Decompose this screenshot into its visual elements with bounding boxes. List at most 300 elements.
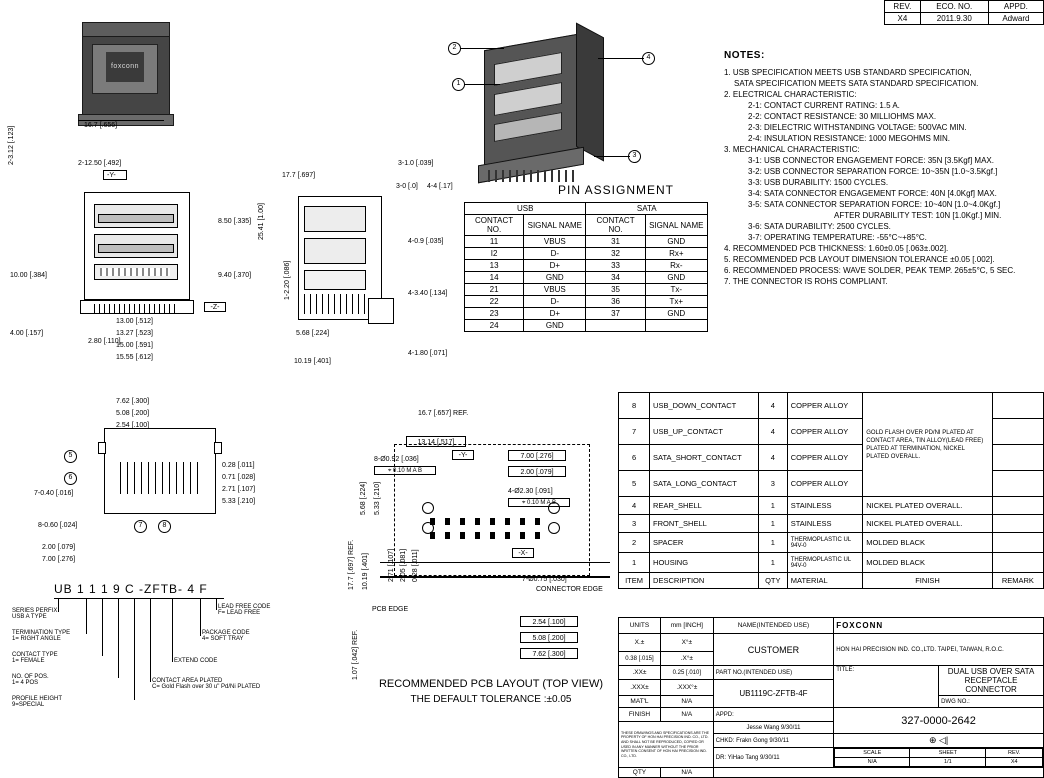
pin-cell: GND: [524, 272, 586, 284]
bom-finish: MOLDED BLACK: [863, 553, 993, 573]
pcb-label-pcb-edge: PCB EDGE: [372, 606, 409, 613]
bom-qty: 4: [758, 393, 787, 419]
bom-finish: NICKEL PLATED OVERALL.: [863, 497, 993, 515]
sheet-label: SHEET: [910, 749, 986, 758]
pin-col-contact-usb: CONTACT NO.: [465, 215, 524, 236]
dim-2-00-bot: 2.00 [.079]: [42, 544, 76, 551]
pn-right-label-1-line1: LEAD FREE CODE: [218, 604, 271, 610]
pin-cell: I2: [465, 248, 524, 260]
title-value-line1: DUAL USB OVER SATA: [947, 667, 1035, 676]
pcb-dim-17-7-ref: 17.7 [.697] REF.: [348, 539, 355, 590]
bom-item: 2: [619, 533, 650, 553]
pcb-dim-2-00: 2.00 [.079]: [508, 466, 566, 477]
dim-9-40: 9.40 [.370]: [218, 272, 252, 279]
dr-row: [713, 748, 833, 768]
pcb-dim-1-07-ref: 1.07 [.042] REF.: [352, 629, 359, 680]
view-isometric-3d: [448, 20, 668, 190]
note-item: 2-1: CONTACT CURRENT RATING: 1.5 A.: [748, 101, 900, 110]
bom-item: 8: [619, 393, 650, 419]
pcb-dim-4-hole: 4-Ø2.30 [.091]: [508, 488, 553, 495]
pcb-datum-x: -X-: [512, 548, 534, 558]
company-address: HON HAI PRECISION IND. CO.,LTD. TAIPEI, TAIWAN, R.O.C.: [834, 634, 1044, 666]
sata-port-contacts: [100, 268, 170, 276]
rev-header-eco: ECO. NO.: [920, 1, 988, 13]
view-front: [74, 186, 214, 326]
note-item: SATA SPECIFICATION MEETS SATA STANDARD SPECIFICATION.: [734, 79, 979, 88]
customer-value: CUSTOMER: [713, 634, 833, 666]
dim-5-33-bot: 5.33 [.210]: [222, 498, 256, 505]
disclaimer: THESE DRAWINGS AND SPECIFICATIONS ARE THE PROPERTY OF HON HAI PRECISION IND. CO., LTD. AND SHALL NOT BE REPRODUCED, COPIED OR USED IN ANY MANNER WITHOUT THE PRIOR WRITTEN CONSENT OF HON HAI PRECISION IND. CO., LTD.: [619, 722, 714, 768]
pn-right-label-1-line2: F= LEAD FREE: [218, 610, 261, 616]
pn-right-label-2-line1: PACKAGE CODE: [202, 630, 250, 636]
table-row: [465, 260, 708, 272]
rev-value-tb: X4: [986, 758, 1043, 767]
pcb-big-hole-1: [422, 522, 434, 534]
pn-right-label-1: [218, 604, 270, 616]
pin-cell: [645, 320, 707, 332]
dim-1-2-20: 1-2.20 [.086]: [284, 260, 291, 300]
bom-remark: [992, 419, 1043, 445]
pin-cell: Tx+: [645, 296, 707, 308]
side-port-lower: [304, 238, 366, 264]
note-item: 7. THE CONNECTOR IS ROHS COMPLIANT.: [724, 277, 888, 286]
pin-cell: Rx-: [645, 260, 707, 272]
bom-remark: [992, 533, 1043, 553]
pn-tick-8: [200, 598, 201, 636]
iso-pins: [488, 170, 578, 182]
part-number-breakdown: [12, 582, 342, 720]
view-side: [278, 186, 418, 346]
pcb-dim-7-00: 7.00 [.276]: [508, 450, 566, 461]
dim-label-16-7: 16.7 [.656]: [84, 122, 118, 129]
note-item: 3. MECHANICAL CHARACTERISTIC:: [724, 145, 860, 154]
rev-cell-rev: X4: [885, 13, 921, 25]
tol-xdeg-label: X°±: [660, 634, 713, 652]
units-value: mm [INCH]: [660, 618, 713, 634]
bom-remark: [992, 497, 1043, 515]
dim-7-00-bot: 7.00 [.276]: [42, 556, 76, 563]
note-item: 2-3: DIELECTRIC WITHSTANDING VOLTAGE: 500VAC MIN.: [748, 123, 967, 132]
bom-header-remark: REMARK: [992, 573, 1043, 589]
third-angle-projection-icon: ⊕ ◁|: [928, 735, 949, 745]
pin-cell: 31: [586, 236, 645, 248]
scale-label: SCALE: [835, 749, 910, 758]
pin-cell: 13: [465, 260, 524, 272]
finish-label: FINISH: [619, 708, 661, 722]
pcb-fcf-1: ⌖ 0.10 M A B: [374, 466, 436, 475]
pcb-dim-2-71: 2.71 [.107]: [388, 548, 395, 582]
bom-item: 6: [619, 445, 650, 471]
bom-remark: [992, 393, 1043, 419]
pin-cell: 22: [465, 296, 524, 308]
bom-material: THERMOPLASTIC UL 94V-0: [787, 533, 862, 553]
table-row: [465, 236, 708, 248]
pcb-datum-y: -Y-: [452, 450, 474, 460]
datum-y-front: [103, 170, 127, 180]
dwg-no-value: 327-0000-2642: [834, 708, 1044, 734]
table-header-row: [619, 573, 1044, 589]
iso-leader-1: [464, 84, 500, 85]
bottom-notch-right: [214, 442, 222, 454]
title-value-line2: RECEPTACLE CONNECTOR: [964, 676, 1018, 694]
bom-qty: 4: [758, 445, 787, 471]
dim-15-55: 15.55 [.612]: [116, 354, 153, 361]
part-number-code: UB 1 1 1 9 C -ZFTB- 4 F: [54, 582, 208, 596]
pn-right-label-2: [202, 630, 250, 642]
pn-tick-3: [102, 598, 103, 656]
pcb-fcf-2: ⌖ 0.10 M A B: [508, 498, 570, 507]
table-row: [465, 296, 708, 308]
pin-cell: 37: [586, 308, 645, 320]
table-row: [619, 533, 1044, 553]
pin-cell: 21: [465, 284, 524, 296]
dr-label: DR:: [715, 754, 727, 761]
pn-left-label-3-line2: 1= FEMALE: [12, 658, 45, 664]
pn-right-label-4-line1: CONTACT AREA PLATED: [152, 678, 223, 684]
pn-tick-9: [216, 598, 217, 610]
table-row: [619, 515, 1044, 533]
bom-remark: [992, 471, 1043, 497]
pin-col-contact-sata: CONTACT NO.: [586, 215, 645, 236]
finish-value: N/A: [660, 708, 713, 722]
pin-cell: Tx-: [645, 284, 707, 296]
dim-3-0: 3-0 [.0]: [396, 183, 418, 190]
pin-cell: GND: [524, 320, 586, 332]
bom-header-qty: QTY: [758, 573, 787, 589]
pin-cell: VBUS: [524, 284, 586, 296]
bom-description: USB_UP_CONTACT: [650, 419, 759, 445]
pn-left-label-5-line2: 9=SPECIAL: [12, 702, 45, 708]
bottom-pin-grid: [120, 462, 202, 494]
dim-4-0-9: 4-0.9 [.035]: [408, 238, 444, 245]
dim-15-00: 15.00 [.591]: [116, 342, 153, 349]
title-label: TITLE:: [836, 667, 855, 673]
pin-cell: 24: [465, 320, 524, 332]
bom-qty: 1: [758, 497, 787, 515]
bom-item: 7: [619, 419, 650, 445]
bom-description: HOUSING: [650, 553, 759, 573]
pn-tick-4: [118, 598, 119, 678]
pn-right-label-4-line2: C= Gold Flash over 30 u" Pd/Ni PLATED: [152, 684, 261, 690]
pin-assignment-title: PIN ASSIGNMENT: [557, 183, 675, 197]
bom-qty: 4: [758, 419, 787, 445]
pin-cell: VBUS: [524, 236, 586, 248]
tol-x-label: X.±: [619, 634, 661, 652]
pin-cell: 34: [586, 272, 645, 284]
note-item: 6. RECOMMENDED PROCESS: WAVE SOLDER, PEAK TEMP. 265±5°C, 5 SEC.: [724, 266, 1016, 275]
bom-description: USB_DOWN_CONTACT: [650, 393, 759, 419]
pin-cell: D-: [524, 296, 586, 308]
notes-heading: NOTES:: [724, 50, 765, 61]
units-label: UNITS: [619, 618, 661, 634]
bom-header-description: DESCRIPTION: [650, 573, 759, 589]
rev-table: [884, 0, 1044, 25]
dr-value: YiHao Tang 9/30/11: [727, 754, 780, 761]
table-row: [465, 308, 708, 320]
usb-port-lower-tongue: [98, 244, 174, 253]
note-item: 3-4: SATA CONNECTOR ENGAGEMENT FORCE: 40N [4.0Kgf] MAX.: [748, 189, 997, 198]
pcb-dim-8-hole: 8-Ø0.92 [.036]: [374, 456, 419, 463]
dim-2-80: 2.80 [.110]: [88, 338, 121, 345]
pcb-dim-2-54: 2.54 [.100]: [520, 616, 578, 627]
pn-right-label-3: [174, 658, 217, 664]
note-item: 3-6: SATA DURABILITY: 2500 CYCLES.: [748, 222, 891, 231]
appd-label: APPD:: [715, 711, 734, 718]
matl-label: MAT'L: [619, 696, 661, 708]
pcb-dim-2-05: 2.05 [.081]: [400, 548, 407, 582]
side-sata-slot: [304, 270, 366, 290]
name-label: NAME(INTENDED USE): [713, 618, 833, 634]
dim-25-41: 25.41 [1.00]: [258, 203, 265, 240]
datum-z-front: -Z-: [204, 302, 226, 312]
dim-8-0-60: 8-0.60 [.024]: [38, 522, 78, 529]
bom-remark: [992, 515, 1043, 533]
dim-3-1-0: 3-1.0 [.039]: [398, 160, 434, 167]
sheet-value: 1/1: [910, 758, 986, 767]
dim-label-y-front: -Y-: [107, 172, 116, 179]
pcb-dim-7-hole: 7-Ø0.75 [.030]: [522, 576, 567, 583]
chkd-value: Frakn Gong 9/30/11: [736, 737, 789, 744]
pin-cell: 36: [586, 296, 645, 308]
pcb-dim-5-68: 5.68 [.224]: [360, 481, 367, 515]
pcb-dim-5-08: 5.08 [.200]: [520, 632, 578, 643]
pin-cell: 35: [586, 284, 645, 296]
pcb-layout-title: RECOMMENDED PCB LAYOUT (TOP VIEW): [378, 678, 604, 690]
callout-4: 4: [642, 52, 655, 65]
table-row: [619, 497, 1044, 515]
bom-description: REAR_SHELL: [650, 497, 759, 515]
tol-xxx-deg: .XXX°±: [660, 680, 713, 696]
side-tail: [368, 298, 394, 324]
pn-tick-2: [86, 598, 87, 634]
pcb-dim-7-62: 7.62 [.300]: [520, 648, 578, 659]
iso-body-side: [576, 23, 604, 162]
pn-left-label-4-line1: NO. OF POS.: [12, 674, 49, 680]
pn-left-label-2-line1: TERMINATION TYPE: [12, 630, 71, 636]
bom-description: SPACER: [650, 533, 759, 553]
qty-value: N/A: [660, 768, 713, 778]
chkd-label: CHKD:: [715, 737, 735, 744]
pn-left-label-2: [12, 630, 70, 642]
rev-header-rev: REV.: [885, 1, 921, 13]
bom-material: COPPER ALLOY: [787, 419, 862, 445]
pcb-dim-13-14: 13.14 [.517]: [406, 436, 466, 447]
pn-left-label-4: [12, 674, 49, 686]
dim-10-19-side: 10.19 [.401]: [294, 358, 331, 365]
iso-leader-2: [460, 48, 504, 49]
callout-3: 3: [628, 150, 641, 163]
dim-13-00: 13.00 [.512]: [116, 318, 153, 325]
title-value-cell: [939, 666, 1044, 696]
note-item: 3-7: OPERATING TEMPERATURE: -55°C~+85°C.: [748, 233, 927, 242]
pn-left-label-3: [12, 652, 58, 664]
pn-left-label-5: [12, 696, 62, 708]
iso-leader-3: [594, 156, 630, 157]
bom-material: COPPER ALLOY: [787, 471, 862, 497]
pin-cell: D+: [524, 308, 586, 320]
bom-description: SATA_SHORT_CONTACT: [650, 445, 759, 471]
bom-item: 1: [619, 553, 650, 573]
pin-assignment-table: [464, 202, 708, 332]
table-row: [885, 13, 1044, 25]
note-item: 3-2: USB CONNECTOR SEPARATION FORCE: 10~35N [1.0~3.5Kgf.]: [748, 167, 998, 176]
pn-tick-1: [58, 598, 59, 612]
tol-x-val: 0.38 [.015]: [619, 652, 661, 666]
tol-xx-val: 0.25 [.010]: [660, 666, 713, 680]
iso-leader-4: [598, 58, 644, 59]
usb-port-upper-tongue: [98, 214, 174, 223]
pin-cell: Rx+: [645, 248, 707, 260]
bom-material: STAINLESS: [787, 497, 862, 515]
dim-2-12-50: 2-12.50 [.492]: [78, 160, 122, 167]
pin-cell: [586, 320, 645, 332]
pcb-hole-row-upper: [430, 518, 550, 525]
table-row: [465, 284, 708, 296]
pcb-dim-10-19: 10.19 [.401]: [362, 553, 369, 590]
pcb-dim-0-28: 0.28 [.011]: [412, 549, 419, 582]
table-row: [619, 393, 1044, 419]
tol-xdeg-val: .X°±: [660, 652, 713, 666]
front-skirt-pins: [94, 304, 178, 313]
note-item: 2-4: INSULATION RESISTANCE: 1000 MEGOHMS MIN.: [748, 134, 950, 143]
bom-description: SATA_LONG_CONTACT: [650, 471, 759, 497]
pn-left-label-1: [12, 608, 57, 620]
bom-table: [618, 392, 1044, 589]
dim-5-68-side: 5.68 [.224]: [296, 330, 330, 337]
bom-description: FRONT_SHELL: [650, 515, 759, 533]
pn-left-label-4-line2: 1= 4 POS: [12, 680, 39, 686]
note-item: 4. RECOMMENDED PCB THICKNESS: 1.60±0.05 [.063±.002].: [724, 244, 949, 253]
rev-label-tb: REV.: [986, 749, 1043, 758]
pin-cell: D-: [524, 248, 586, 260]
pn-left-label-1-line1: SERIES PERFIX: [12, 608, 58, 614]
pn-left-label-5-line1: PROFILE HEIGHT: [12, 696, 63, 702]
pin-cell: GND: [645, 308, 707, 320]
dim-2-54-bot: 2.54 [.100]: [116, 422, 150, 429]
pin-cell: 33: [586, 260, 645, 272]
note-item: 2-2: CONTACT RESISTANCE: 30 MILLIOHMS MAX.: [748, 112, 937, 121]
dim-4-1-80: 4-1.80 [.071]: [408, 350, 448, 357]
dim-2-71-bot: 2.71 [.107]: [222, 486, 256, 493]
scale-sheet-rev-cell: [834, 748, 1044, 768]
note-item: 1. USB SPECIFICATION MEETS USB STANDARD SPECIFICATION,: [724, 68, 972, 77]
pin-cell: GND: [645, 272, 707, 284]
bom-material: STAINLESS: [787, 515, 862, 533]
rev-header-appd: APPD.: [988, 1, 1043, 13]
bom-header-material: MATERIAL: [787, 573, 862, 589]
callout-6: 6: [64, 472, 77, 485]
rev-cell-appd: Adward: [988, 13, 1043, 25]
bom-item: 4: [619, 497, 650, 515]
pin-group-usb: USB: [465, 203, 586, 215]
bom-header-item: ITEM: [619, 573, 650, 589]
pn-right-label-4: [152, 678, 260, 690]
qty-label: QTY: [619, 768, 661, 778]
pcb-dim-5-33: 5.33 [.210]: [374, 481, 381, 515]
note-item: 3-3: USB DURABILITY: 1500 CYCLES.: [748, 178, 889, 187]
title-block-spacer: [713, 768, 1043, 778]
dim-4-4: 4-4 [.17]: [427, 183, 453, 190]
pin-col-signal-sata: SIGNAL NAME: [645, 215, 707, 236]
pin-cell: D+: [524, 260, 586, 272]
appd-row: [713, 708, 833, 722]
pcb-big-hole-3: [422, 502, 434, 514]
pcb-label-connector-edge: CONNECTOR EDGE: [536, 586, 603, 593]
pin-cell: GND: [645, 236, 707, 248]
title-block-table: [618, 617, 1044, 778]
bom-material: THERMOPLASTIC UL 94V-0: [787, 553, 862, 573]
tol-xxx-label: .XXX±: [619, 680, 661, 696]
side-pin-rows: [304, 294, 366, 314]
bom-qty: 1: [758, 533, 787, 553]
pn-left-label-1-line2: USB A TYPE: [12, 614, 47, 620]
pin-assignment-table-wrap: [464, 202, 708, 332]
dim-4-00: 4.00 [.157]: [10, 330, 44, 337]
pn-tick-7: [172, 598, 173, 662]
rev-cell-eco: 2011.9.30: [920, 13, 988, 25]
dwg-no-label: DWG NO.:: [939, 696, 1044, 708]
bom-item: 3: [619, 515, 650, 533]
tol-xx-val-label: .XX±: [619, 666, 661, 680]
title-block: [618, 617, 1044, 776]
dim-10-00: 10.00 [.384]: [10, 272, 47, 279]
dim-4-3-40: 4-3.40 [.134]: [408, 290, 448, 297]
dim-17-7: 17.7 [.697]: [282, 172, 316, 179]
pcb-layout-subtitle: THE DEFAULT TOLERANCE :±0.05: [410, 694, 572, 705]
dim-13-27: 13.27 [.523]: [116, 330, 153, 337]
table-row: [465, 320, 708, 332]
bom-material: COPPER ALLOY: [787, 445, 862, 471]
pin-cell: 32: [586, 248, 645, 260]
dim-2-3-12: 2-3.12 [.123]: [8, 125, 15, 165]
pcb-dim-16-7-ref: 16.7 [.657] REF.: [418, 410, 469, 417]
note-item: 3-1: USB CONNECTOR ENGAGEMENT FORCE: 35N [3.5Kgf] MAX.: [748, 156, 994, 165]
pin-col-signal-usb: SIGNAL NAME: [524, 215, 586, 236]
pin-cell: 14: [465, 272, 524, 284]
pn-left-label-3-line1: CONTACT TYPE: [12, 652, 58, 658]
table-row: [619, 553, 1044, 573]
note-item: AFTER DURABILITY TEST: 10N [1.0Kgf.] MIN.: [834, 211, 1002, 220]
bom-qty: 1: [758, 515, 787, 533]
table-row: [465, 272, 708, 284]
notes-block: [724, 50, 1036, 287]
pn-right-label-2-line2: 4= SOFT TRAY: [202, 636, 244, 642]
bom-header-finish: FINISH: [863, 573, 993, 589]
dim-line-16-7: [78, 120, 164, 121]
callout-5: 5: [64, 450, 77, 463]
callout-2: 2: [448, 42, 461, 55]
rev-block: [884, 0, 1044, 25]
note-item: 5. RECOMMENDED PCB LAYOUT DIMENSION TOLERANCE ±0.05 [.002].: [724, 255, 995, 264]
dim-5-08-bot: 5.08 [.200]: [116, 410, 150, 417]
dim-8-50: 8.50 [.335]: [218, 218, 252, 225]
bom-qty: 3: [758, 471, 787, 497]
pn-left-label-2-line2: 1= RIGHT ANGLE: [12, 636, 61, 642]
pn-tick-5: [134, 598, 135, 700]
foxconn-label: FOXCONN: [834, 618, 1044, 634]
pn-tick-6: [150, 598, 151, 682]
bom-table-wrap: [618, 392, 1044, 589]
part-no-value: UB1119C-ZFTB-4F: [713, 680, 833, 708]
pcb-hole-row-lower: [430, 532, 550, 539]
dim-0-28-bot: 0.28 [.011]: [222, 462, 255, 469]
appd-value: Jesse Wang 9/30/11: [713, 722, 833, 734]
callout-1: 1: [452, 78, 465, 91]
bom-remark: [992, 553, 1043, 573]
pn-underline: [54, 598, 224, 599]
matl-value: N/A: [660, 696, 713, 708]
bom-item: 5: [619, 471, 650, 497]
